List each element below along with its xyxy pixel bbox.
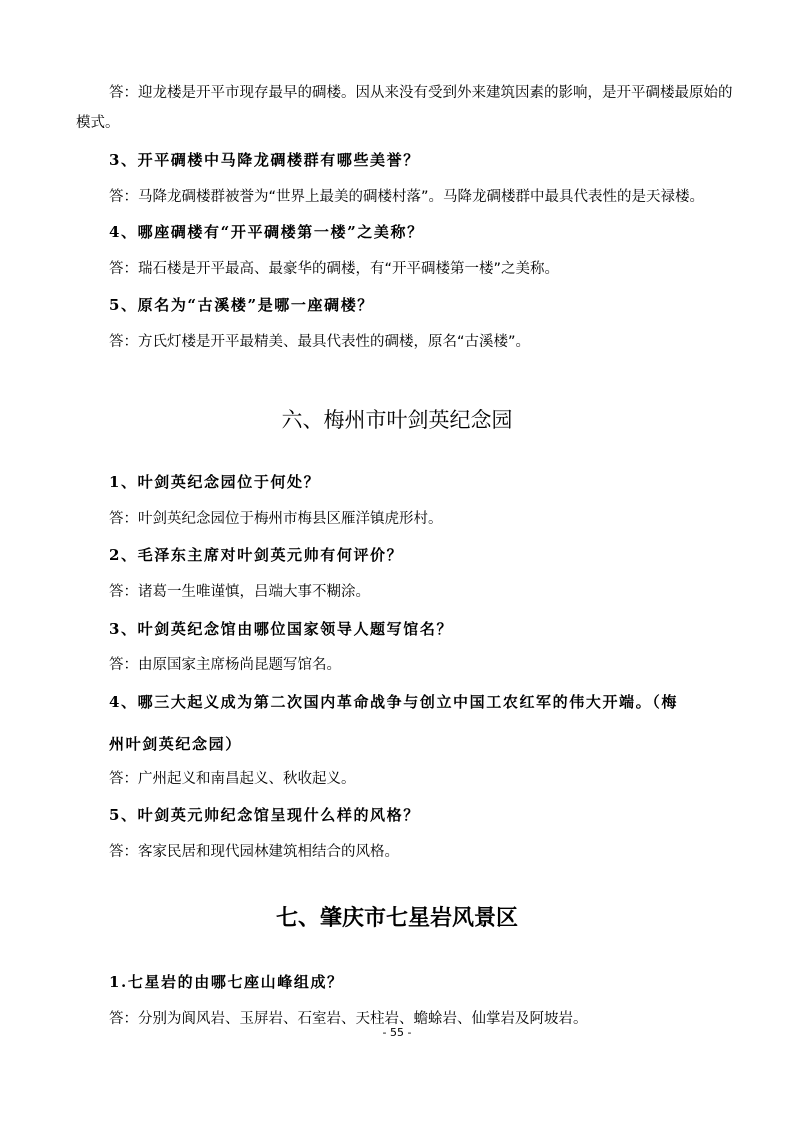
question-heading: 3、叶剑英纪念馆由哪位国家领导人题写馆名？	[109, 620, 454, 638]
question-heading: 1.七星岩的由哪七座山峰组成？	[109, 973, 344, 991]
answer-text: 答：瑞石楼是开平最高、最豪华的碉楼，有“开平碉楼第一楼”之美称。	[109, 261, 560, 277]
question-heading: 3、开平碉楼中马降龙碉楼群有哪些美誉？	[109, 151, 420, 169]
answer-text: 答：客家民居和现代园林建筑相结合的风格。	[109, 844, 399, 860]
question-heading: 2、毛泽东主席对叶剑英元帅有何评价？	[109, 546, 404, 564]
answer-text: 答：诸葛一生唯谨慎，吕端大事不糊涂。	[109, 584, 370, 600]
question-heading: 州叶剑英纪念园）	[109, 735, 242, 753]
question-heading: 4、哪座碉楼有“开平碉楼第一楼”之美称？	[109, 223, 424, 241]
answer-text: 答：分别为阆风岩、玉屏岩、石室岩、天柱岩、蟾蜍岩、仙掌岩及阿坡岩。	[109, 1011, 588, 1027]
question-heading: 5、叶剑英元帅纪念馆呈现什么样的风格？	[109, 806, 420, 824]
answer-text: 答：广州起义和南昌起义、秋收起义。	[109, 771, 356, 787]
question-heading: 1、叶剑英纪念园位于何处？	[109, 473, 321, 491]
answer-text: 模式。	[76, 115, 120, 131]
page-number: - 55 -	[382, 1026, 412, 1039]
answer-text: 答：由原国家主席杨尚昆题写馆名。	[109, 657, 341, 673]
question-heading: 5、原名为“古溪楼”是哪一座碉楼？	[109, 296, 374, 314]
section-heading: 七、肇庆市七星岩风景区	[275, 906, 518, 931]
answer-text: 答：马降龙碉楼群被誉为“世界上最美的碉楼村落”。马降龙碉楼群中最具代表性的是天禄楼。	[109, 189, 705, 205]
answer-text: 答：方氏灯楼是开平最精美、最具代表性的碉楼，原名“古溪楼”。	[109, 334, 531, 350]
answer-text: 答：迎龙楼是开平市现存最早的碉楼。因从来没有受到外来建筑因素的影响，是开平碉楼最原始的	[109, 85, 733, 101]
question-heading: 4、哪三大起义成为第二次国内革命战争与创立中国工农红军的伟大开端。（梅	[109, 693, 678, 711]
answer-text: 答：叶剑英纪念园位于梅州市梅县区雁洋镇虎形村。	[109, 511, 443, 527]
section-heading: 六、梅州市叶剑英纪念园	[281, 408, 513, 432]
